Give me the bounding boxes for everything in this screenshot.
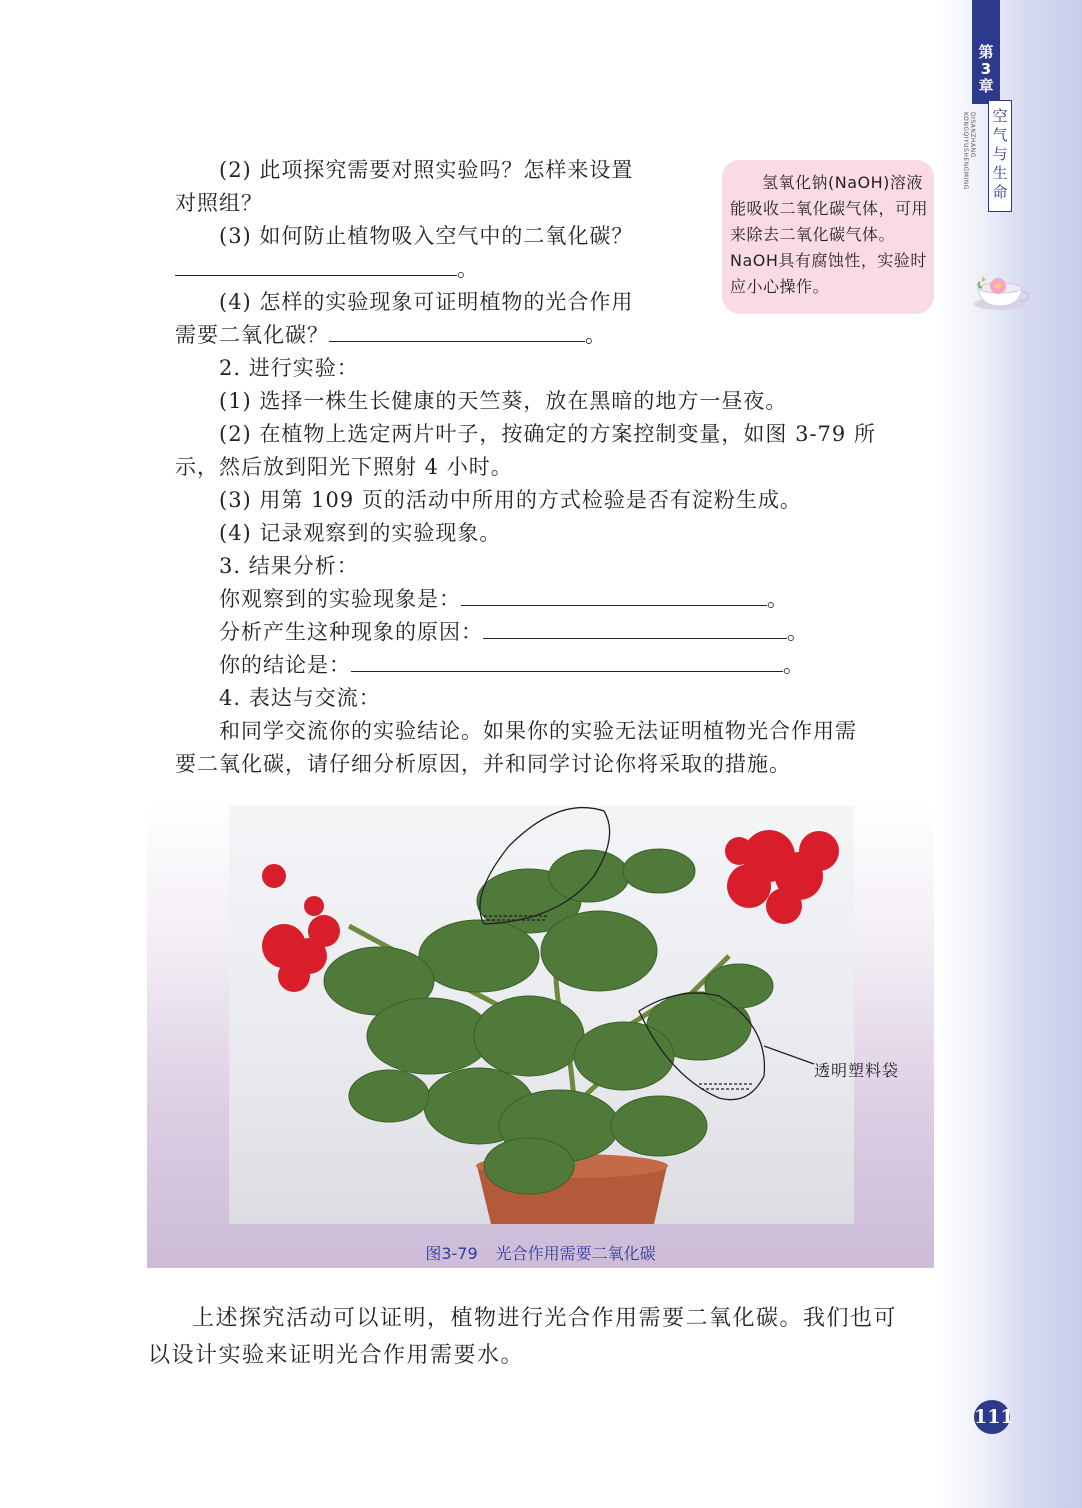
- side-decoration-strip: [938, 0, 1082, 1508]
- result-reason: [175, 616, 915, 649]
- step-2-1: (1) 选择一株生长健康的天竺葵，放在黑暗的地方一昼夜。: [219, 389, 788, 413]
- step-2-4: (4) 记录观察到的实验现象。: [219, 521, 502, 545]
- question-2-line2: 对照组？: [175, 191, 263, 215]
- step-2-3: (3) 用第 109 页的活动中所用的方式检验是否有淀粉生成。: [219, 488, 802, 512]
- closing-line2: 以设计实验来证明光合作用需要水。: [148, 1343, 525, 1368]
- figure-number: 图3-79: [425, 1244, 478, 1263]
- step-2-2-line2: 示，然后放到阳光下照射 4 小时。: [175, 455, 513, 479]
- answer-blank[interactable]: [351, 649, 783, 672]
- chapter-pinyin: DISANZHANG KONGQIYUSHENGMING: [962, 112, 976, 190]
- teacup-flower-icon: [968, 266, 1032, 314]
- period: 。: [783, 653, 805, 677]
- answer-blank[interactable]: [175, 253, 457, 276]
- period: 。: [787, 620, 809, 644]
- section-4-line2: 要二氧化碳，请仔细分析原因，并和同学讨论你将采取的措施。: [175, 752, 791, 776]
- period: 。: [457, 257, 479, 281]
- question-4-text: 需要二氧化碳？: [175, 323, 329, 347]
- answer-blank[interactable]: [461, 583, 767, 606]
- question-2-line1: (2) 此项探究需要对照实验吗？怎样来设置: [219, 158, 634, 182]
- geranium-photo: [229, 806, 854, 1224]
- margin-note: 氢氧化钠(NaOH)溶液能吸收二氧化碳气体，可用来除去二氧化碳气体。NaOH具有腐蚀性，实验时应小心操作。: [722, 160, 934, 314]
- section-4-heading: 4. 表达与交流：: [219, 686, 381, 710]
- chapter-suffix: 章: [978, 77, 994, 95]
- result-observe-label: 你观察到的实验现象是：: [219, 587, 461, 611]
- answer-blank[interactable]: [483, 616, 787, 639]
- period: 。: [767, 587, 789, 611]
- chapter-tab: [972, 0, 1000, 104]
- geranium-illustration: [229, 806, 854, 1224]
- figure-caption-text: 光合作用需要二氧化碳: [495, 1244, 656, 1263]
- figure-caption: [147, 1241, 934, 1264]
- chapter-number: 3: [980, 60, 992, 78]
- page-number: 111: [974, 1400, 1010, 1434]
- step-2-2-line1: (2) 在植物上选定两片叶子，按确定的方案控制变量，如图 3-79 所: [219, 422, 876, 446]
- result-conclusion-label: 你的结论是：: [219, 653, 351, 677]
- result-observe: [175, 583, 915, 616]
- question-3-line1: (3) 如何防止植物吸入空气中的二氧化碳？: [219, 224, 634, 248]
- question-4-line2: [175, 319, 915, 352]
- result-reason-label: 分析产生这种现象的原因：: [219, 620, 483, 644]
- closing-line1: 上述探究活动可以证明，植物进行光合作用需要二氧化碳。我们也可: [192, 1306, 898, 1331]
- bag-label: 透明塑料袋: [814, 1061, 900, 1080]
- section-3-heading: 3. 结果分析：: [219, 554, 359, 578]
- question-4-line1: (4) 怎样的实验现象可证明植物的光合作用: [219, 290, 634, 314]
- section-2-heading: 2. 进行实验：: [219, 356, 359, 380]
- period: 。: [585, 323, 607, 347]
- section-4-line1: 和同学交流你的实验结论。如果你的实验无法证明植物光合作用需: [219, 719, 857, 743]
- chapter-title: 空气与生命: [988, 100, 1012, 212]
- closing-paragraph: [148, 1300, 938, 1374]
- chapter-label: 第: [978, 43, 994, 61]
- result-conclusion: [175, 649, 915, 682]
- answer-blank[interactable]: [329, 319, 585, 342]
